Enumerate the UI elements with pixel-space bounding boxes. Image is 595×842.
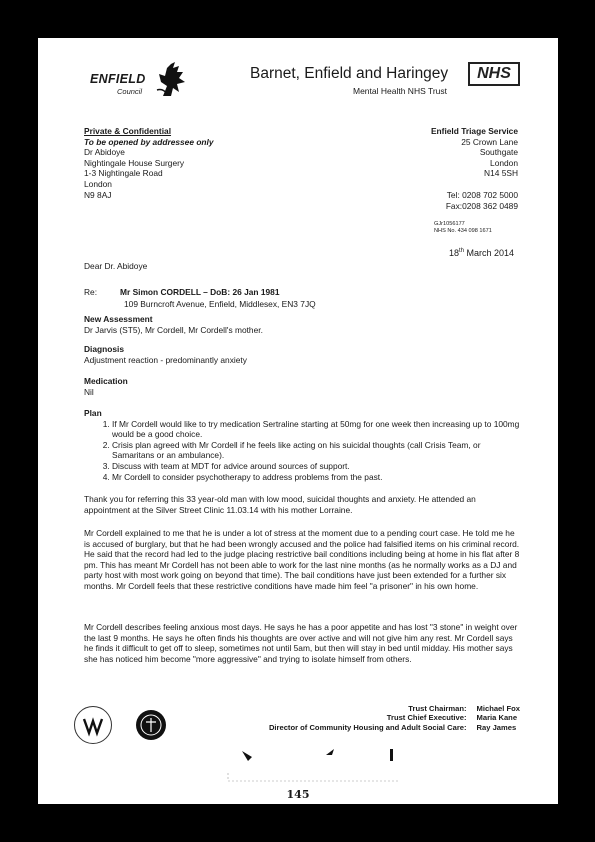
plan-item: 2. Crisis plan agreed with Mr Cordell if he feels like acting on his suicidal thoughts (call Crisis Team, or Samaritans or an ambulance). xyxy=(112,440,520,461)
chairman-label: Trust Chairman: xyxy=(408,704,467,713)
medication-text: Nil xyxy=(84,386,94,397)
patient-address: 109 Burncroft Avenue, Enfield, Middlesex, EN3 7JQ xyxy=(124,299,316,309)
reference-1: GJr1056177 xyxy=(434,221,465,227)
plan-section xyxy=(84,408,520,482)
trust-name: Barnet, Enfield and Haringey xyxy=(250,65,449,82)
sender-line: 25 Crown Lane xyxy=(461,136,518,147)
reference-numbers xyxy=(434,221,492,235)
assessment-section xyxy=(84,314,520,335)
recipient-address xyxy=(84,126,314,200)
nhs-number: NHS No. 434 098 1671 xyxy=(434,228,492,234)
recipient-line: London xyxy=(84,178,112,189)
sender-phone xyxy=(446,190,518,211)
dragon-crest-icon xyxy=(153,60,189,98)
sender-line: London xyxy=(490,157,518,168)
plan-item: 1. If Mr Cordell would like to try medication Sertraline starting at 50mg for one week then increasing up to 100mg would be a good choice. xyxy=(112,419,520,440)
confidential-label: Private & Confidential xyxy=(84,126,172,136)
plan-list xyxy=(84,419,520,483)
patient-name: Mr Simon CORDELL – DoB: 26 Jan 1981 xyxy=(120,287,280,297)
council-logo-text: ENFIELD xyxy=(90,72,146,86)
plan-item: 4. Mr Cordell to consider psychotherapy to address problems from the past. xyxy=(112,472,520,483)
chairman-name: Michael Fox xyxy=(476,704,520,713)
sender-line: Southgate xyxy=(479,147,518,158)
diagnosis-text: Adjustment reaction - predominantly anxiety xyxy=(84,354,247,365)
plan-item: 3. Discuss with team at MDT for advice around sources of support. xyxy=(112,461,520,472)
addressee-only-label: To be opened by addressee only xyxy=(84,136,214,147)
diagnosis-heading: Diagnosis xyxy=(84,344,125,354)
medication-heading: Medication xyxy=(84,376,128,386)
letter-date: 18th March 2014 xyxy=(448,248,514,258)
nhs-logo: NHS xyxy=(468,62,520,86)
recipient-line: N9 8AJ xyxy=(84,189,112,200)
assessment-heading: New Assessment xyxy=(84,314,153,324)
ceo-label: Trust Chief Executive: xyxy=(386,713,467,723)
seal-icon xyxy=(136,710,166,740)
recipient-line: 1-3 Nightingale Road xyxy=(84,168,163,179)
page-number-bar xyxy=(38,787,558,804)
fax: Fax:0208 362 0489 xyxy=(445,200,518,211)
assessment-text: Dr Jarvis (ST5), Mr Cordell, Mr Cordell's mother. xyxy=(84,324,263,335)
paragraph-referral: Thank you for referring this 33 year-old man with low mood, suicidal thoughts and anxiety. He attended an appointment at the Silver Street Clinic 11.03.14 with his mother Lorraine. xyxy=(84,494,476,515)
re-line xyxy=(84,287,279,298)
page-number: 145 xyxy=(286,788,310,801)
trust-subtitle: Mental Health NHS Trust xyxy=(353,86,448,96)
scan-marks xyxy=(218,743,418,783)
investors-in-people-icon xyxy=(74,706,112,744)
sender-line: N14 5SH xyxy=(484,168,518,179)
diagnosis-section xyxy=(84,344,520,365)
re-label: Re: xyxy=(84,287,98,297)
telephone: Tel: 0208 702 5000 xyxy=(446,190,518,200)
trust-officers xyxy=(269,704,520,732)
council-logo-subtext: Council xyxy=(117,87,143,96)
plan-heading: Plan xyxy=(84,408,102,418)
medication-section xyxy=(84,376,520,397)
recipient-name: Dr Abidoye xyxy=(84,147,125,158)
recipient-line: Nightingale House Surgery xyxy=(84,157,185,168)
letter-page xyxy=(38,38,558,804)
sender-name: Enfield Triage Service xyxy=(430,126,518,136)
ceo-name: Maria Kane xyxy=(476,713,518,723)
director-name: Ray James xyxy=(476,722,517,732)
paragraph-history: Mr Cordell explained to me that he is under a lot of stress at the moment due to a pending court case. He told me he is accused of burglary, but that he had been wrongly accused and the police had falsified items on his criminal record. He said that the record had led to the judge placing restrictive bail conditions including being at home in his flat after 8 pm. This has meant Mr Cordell has not been able to work for the last nine months (as he normally works as a DJ and party host with most work going on beyond that time). The bail conditions have just been extended for a further six months. Mr Cordell feels that these restrictive conditions have made him feel "a prisoner" in his own home. xyxy=(84,528,520,591)
director-label: Director of Community Housing and Adult Social Care: xyxy=(268,722,467,732)
paragraph-symptoms: Mr Cordell describes feeling anxious most days. He says he has a poor appetite and has lost "3 stone" in weight over the last 9 months. He says he often finds his thoughts are over active and will not give him any rest. Mr Cordell says he finds it difficult to get off to sleep, sometimes not until 5am, but then will stay in bed until midday. His mother says she has noticed him become "more aggressive" and trying to isolate himself from others. xyxy=(84,622,518,664)
sender-address xyxy=(318,126,518,179)
salutation: Dear Dr. Abidoye xyxy=(84,261,148,271)
